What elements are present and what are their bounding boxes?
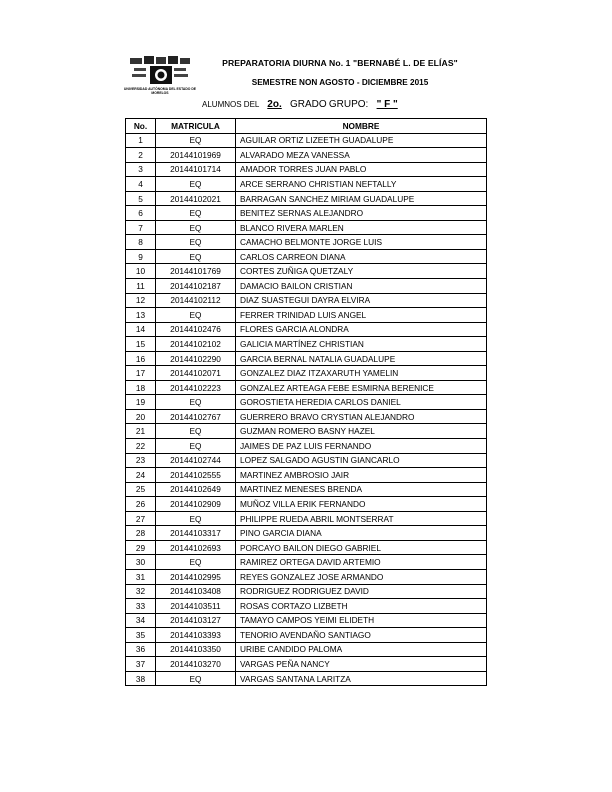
row-nombre: BENITEZ SERNAS ALEJANDRO (236, 206, 487, 221)
row-nombre: GARCIA BERNAL NATALIA GUADALUPE (236, 351, 487, 366)
row-number: 26 (126, 497, 156, 512)
row-matricula: 20144102909 (156, 497, 236, 512)
semester-title: SEMESTRE NON AGOSTO - DICIEMBRE 2015 (251, 78, 429, 87)
row-number: 17 (126, 366, 156, 381)
row-nombre: LOPEZ SALGADO AGUSTIN GIANCARLO (236, 453, 487, 468)
row-matricula: EQ (156, 235, 236, 250)
row-nombre: AMADOR TORRES JUAN PABLO (236, 162, 487, 177)
row-matricula: EQ (156, 439, 236, 454)
row-matricula: 20144102021 (156, 191, 236, 206)
row-nombre: JAIMES DE PAZ LUIS FERNANDO (236, 439, 487, 454)
row-number: 4 (126, 177, 156, 192)
row-matricula: EQ (156, 308, 236, 323)
table-row (126, 642, 487, 657)
row-nombre: GOROSTIETA HEREDIA CARLOS DANIEL (236, 395, 487, 410)
row-matricula: 20144103408 (156, 584, 236, 599)
table-row (126, 279, 487, 294)
table-row (126, 569, 487, 584)
row-matricula: EQ (156, 206, 236, 221)
row-nombre: CARLOS CARREON DIANA (236, 249, 487, 264)
row-matricula: 20144103393 (156, 628, 236, 643)
table-row (126, 671, 487, 686)
row-matricula: 20144102112 (156, 293, 236, 308)
row-nombre: DAMACIO BAILON CRISTIAN (236, 279, 487, 294)
table-row (126, 511, 487, 526)
table-row (126, 235, 487, 250)
table-row (126, 206, 487, 221)
row-nombre: FLORES GARCIA ALONDRA (236, 322, 487, 337)
table-row (126, 497, 487, 512)
row-number: 25 (126, 482, 156, 497)
row-nombre: RODRIGUEZ RODRIGUEZ DAVID (236, 584, 487, 599)
row-matricula: 20144102187 (156, 279, 236, 294)
row-nombre: CAMACHO BELMONTE JORGE LUIS (236, 235, 487, 250)
row-nombre: GONZALEZ DIAZ ITZAXARUTH YAMELIN (236, 366, 487, 381)
row-nombre: ARCE SERRANO CHRISTIAN NEFTALLY (236, 177, 487, 192)
row-nombre: BARRAGAN SANCHEZ MIRIAM GUADALUPE (236, 191, 487, 206)
row-number: 7 (126, 220, 156, 235)
row-matricula: EQ (156, 395, 236, 410)
row-nombre: TENORIO AVENDAÑO SANTIAGO (236, 628, 487, 643)
row-number: 28 (126, 526, 156, 541)
row-number: 32 (126, 584, 156, 599)
alumnos-del-label: ALUMNOS DEL (202, 100, 260, 109)
row-number: 29 (126, 540, 156, 555)
row-number: 20 (126, 409, 156, 424)
row-nombre: REYES GONZALEZ JOSE ARMANDO (236, 569, 487, 584)
table-row (126, 439, 487, 454)
table-row (126, 351, 487, 366)
row-matricula: EQ (156, 511, 236, 526)
row-matricula: 20144101969 (156, 148, 236, 163)
row-number: 36 (126, 642, 156, 657)
logo-caption: UNIVERSIDAD AUTÓNOMA DEL ESTADO DE MORELOS (123, 87, 197, 95)
row-matricula: 20144102767 (156, 409, 236, 424)
row-matricula: 20144103317 (156, 526, 236, 541)
row-matricula: 20144102693 (156, 540, 236, 555)
table-row (126, 409, 487, 424)
row-number: 30 (126, 555, 156, 570)
table-row (126, 613, 487, 628)
row-matricula: EQ (156, 555, 236, 570)
school-title: PREPARATORIA DIURNA No. 1 "BERNABÉ L. DE ELÍAS" (222, 58, 458, 68)
table-row (126, 162, 487, 177)
row-matricula: EQ (156, 671, 236, 686)
row-matricula: 20144102223 (156, 380, 236, 395)
row-matricula: EQ (156, 177, 236, 192)
row-number: 27 (126, 511, 156, 526)
row-number: 5 (126, 191, 156, 206)
row-number: 11 (126, 279, 156, 294)
row-number: 31 (126, 569, 156, 584)
row-matricula: 20144101714 (156, 162, 236, 177)
table-row (126, 424, 487, 439)
row-nombre: ALVARADO MEZA VANESSA (236, 148, 487, 163)
student-list-table (125, 118, 487, 686)
row-number: 37 (126, 657, 156, 672)
row-number: 38 (126, 671, 156, 686)
row-nombre: GUZMAN ROMERO BASNY HAZEL (236, 424, 487, 439)
row-number: 34 (126, 613, 156, 628)
row-number: 13 (126, 308, 156, 323)
row-number: 1 (126, 133, 156, 148)
row-matricula: EQ (156, 424, 236, 439)
row-number: 10 (126, 264, 156, 279)
row-nombre: BLANCO RIVERA MARLEN (236, 220, 487, 235)
row-nombre: FERRER TRINIDAD LUIS ANGEL (236, 308, 487, 323)
table-row (126, 584, 487, 599)
table-row (126, 177, 487, 192)
row-nombre: GUERRERO BRAVO CRYSTIAN ALEJANDRO (236, 409, 487, 424)
row-nombre: PINO GARCIA DIANA (236, 526, 487, 541)
row-matricula: 20144102995 (156, 569, 236, 584)
table-row (126, 337, 487, 352)
row-matricula: 20144102102 (156, 337, 236, 352)
table-body (126, 133, 487, 686)
table-row (126, 395, 487, 410)
column-header-no: No. (126, 119, 156, 134)
row-matricula: EQ (156, 249, 236, 264)
row-matricula: 20144101769 (156, 264, 236, 279)
row-nombre: VARGAS PEÑA NANCY (236, 657, 487, 672)
table-row (126, 599, 487, 614)
row-number: 3 (126, 162, 156, 177)
row-matricula: 20144102476 (156, 322, 236, 337)
university-crest-icon (128, 56, 192, 88)
row-number: 15 (126, 337, 156, 352)
row-nombre: RAMIREZ ORTEGA DAVID ARTEMIO (236, 555, 487, 570)
table-row (126, 133, 487, 148)
grupo-label: GRUPO: (328, 99, 369, 110)
table-header-row (126, 119, 487, 134)
row-matricula: EQ (156, 220, 236, 235)
row-matricula: 20144103270 (156, 657, 236, 672)
row-nombre: URIBE CANDIDO PALOMA (236, 642, 487, 657)
row-number: 8 (126, 235, 156, 250)
row-nombre: PORCAYO BAILON DIEGO GABRIEL (236, 540, 487, 555)
table-row (126, 657, 487, 672)
row-number: 22 (126, 439, 156, 454)
row-number: 9 (126, 249, 156, 264)
row-nombre: VARGAS SANTANA LARITZA (236, 671, 487, 686)
row-matricula: 20144103127 (156, 613, 236, 628)
grado-label: GRADO (289, 99, 327, 110)
row-number: 12 (126, 293, 156, 308)
row-matricula: 20144102290 (156, 351, 236, 366)
row-number: 14 (126, 322, 156, 337)
row-nombre: MARTINEZ AMBROSIO JAIR (236, 468, 487, 483)
table-row (126, 293, 487, 308)
row-matricula: EQ (156, 133, 236, 148)
row-number: 33 (126, 599, 156, 614)
row-nombre: CORTES ZUÑIGA QUETZALY (236, 264, 487, 279)
row-nombre: PHILIPPE RUEDA ABRIL MONTSERRAT (236, 511, 487, 526)
row-nombre: GALICIA MARTÍNEZ CHRISTIAN (236, 337, 487, 352)
row-number: 16 (126, 351, 156, 366)
grupo-value: " F " (376, 99, 398, 110)
table-row (126, 555, 487, 570)
row-number: 2 (126, 148, 156, 163)
row-matricula: 20144103511 (156, 599, 236, 614)
grado-value: 2o. (267, 99, 282, 110)
row-nombre: AGUILAR ORTIZ LIZEETH GUADALUPE (236, 133, 487, 148)
row-matricula: 20144102649 (156, 482, 236, 497)
row-nombre: TAMAYO CAMPOS YEIMI ELIDETH (236, 613, 487, 628)
row-nombre: DIAZ SUASTEGUI DAYRA ELVIRA (236, 293, 487, 308)
column-header-nombre: NOMBRE (236, 119, 487, 134)
row-number: 18 (126, 380, 156, 395)
row-nombre: ROSAS CORTAZO LIZBETH (236, 599, 487, 614)
column-header-matricula: MATRICULA (156, 119, 236, 134)
table-row (126, 191, 487, 206)
row-matricula: 20144102744 (156, 453, 236, 468)
table-row (126, 249, 487, 264)
table-row (126, 540, 487, 555)
row-nombre: GONZALEZ ARTEAGA FEBE ESMIRNA BERENICE (236, 380, 487, 395)
row-number: 6 (126, 206, 156, 221)
table-row (126, 468, 487, 483)
row-matricula: 20144102555 (156, 468, 236, 483)
row-number: 19 (126, 395, 156, 410)
row-nombre: MARTINEZ MENESES BRENDA (236, 482, 487, 497)
row-number: 21 (126, 424, 156, 439)
table-row (126, 366, 487, 381)
group-line (202, 99, 401, 110)
row-number: 35 (126, 628, 156, 643)
table-row (126, 526, 487, 541)
table-row (126, 308, 487, 323)
table-row (126, 148, 487, 163)
row-number: 23 (126, 453, 156, 468)
row-nombre: MUÑOZ VILLA ERIK FERNANDO (236, 497, 487, 512)
table-row (126, 482, 487, 497)
row-matricula: 20144102071 (156, 366, 236, 381)
table-row (126, 220, 487, 235)
table-row (126, 453, 487, 468)
table-row (126, 380, 487, 395)
table-row (126, 628, 487, 643)
table-row (126, 264, 487, 279)
table-row (126, 322, 487, 337)
row-number: 24 (126, 468, 156, 483)
row-matricula: 20144103350 (156, 642, 236, 657)
